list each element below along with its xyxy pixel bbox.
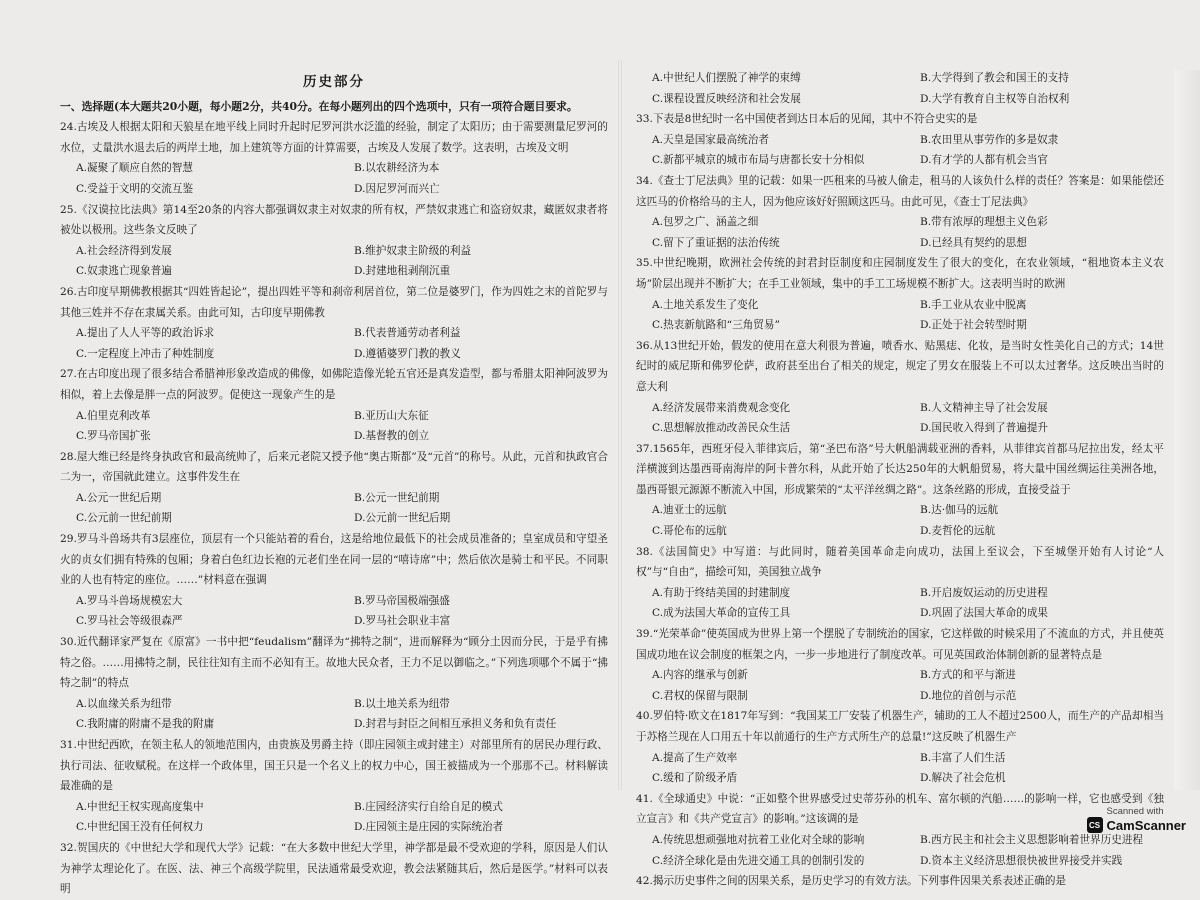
option-group xyxy=(636,665,1164,706)
answer-option: D.麦哲伦的远航 xyxy=(920,525,996,538)
answer-option: D.正处于社会转型时期 xyxy=(920,319,1027,332)
camscanner-watermark xyxy=(1087,806,1186,833)
option-group xyxy=(60,406,608,447)
watermark-brand: CamScanner xyxy=(1106,817,1186,833)
question-item xyxy=(636,624,1164,706)
question-item xyxy=(636,68,1164,109)
answer-option: C.新都平城京的城市布局与唐都长安十分相似 xyxy=(652,154,865,167)
answer-option: C.公元前一世纪前期 xyxy=(76,512,172,525)
question-item xyxy=(636,542,1164,624)
option-group xyxy=(60,591,608,632)
right-column xyxy=(636,68,1164,892)
question-stem: 32.贺国庆的《中世纪大学和现代大学》记载：“在大多数中世纪大学里，神学都是最不受欢迎的学科，原因是人们认为神学太理论化了。在医、法、神三个高级学院里，民法通常最受欢迎，教会法紧随其后，然后是医学。”材料可以表明 xyxy=(60,841,608,896)
left-column xyxy=(60,72,608,900)
left-question-list xyxy=(60,117,608,900)
question-stem: 31.中世纪西欧，在领主私人的领地范围内，由贵族及男爵主持（即庄园领主或封建主）对部里所有的居民办理行政、执行司法、征收赋税。在这样一个政体里，国王只是一个名义上的权力中心，国王被描成为一个那那不己。材料解读最准确的是 xyxy=(60,739,608,793)
question-item xyxy=(60,632,608,735)
question-stem: 33.下表是8世纪时一名中国使者到达日本后的见闻，其中不符合史实的是 xyxy=(636,113,978,126)
question-item xyxy=(636,253,1164,335)
next-page-edge xyxy=(1174,70,1200,790)
answer-option: C.罗马帝国扩张 xyxy=(76,430,151,443)
option-group xyxy=(636,583,1164,624)
question-stem: 24.古埃及人根据太阳和天狼星在地平线上同时升起时尼罗河洪水泛滥的经验，制定了太阳历；由于需要测量尼罗河的水位，丈量洪水退去后的两岸土地，加上建筑等方面的计算需要，古埃及人发展了数学。这表明，古埃及文明 xyxy=(60,121,608,154)
option-group xyxy=(636,748,1164,789)
answer-option: B.庄园经济实行自给自足的模式 xyxy=(354,800,503,813)
option-group xyxy=(60,797,608,838)
answer-option: D.有才学的人都有机会当官 xyxy=(920,154,1049,167)
answer-option: C.留下了重证据的法治传统 xyxy=(652,236,780,249)
option-group xyxy=(636,295,1164,336)
camscanner-logo-icon: CS xyxy=(1087,817,1103,833)
page-title: 历史部分 xyxy=(303,74,365,90)
question-stem: 25.《汉谟拉比法典》第14至20条的内容大都强调奴隶主对奴隶的所有权，严禁奴隶逃亡和盗窃奴隶，藏匿奴隶者将被处以极刑。这些条文反映了 xyxy=(60,203,608,237)
option-group xyxy=(636,68,1164,109)
option-group xyxy=(636,398,1164,439)
question-item xyxy=(60,200,608,282)
answer-option: B.丰富了人们生活 xyxy=(920,751,1006,764)
question-item xyxy=(636,439,1164,542)
answer-option: B.达·伽马的远航 xyxy=(920,504,999,517)
question-item xyxy=(636,789,1164,871)
answer-option: D.罗马社会职业丰富 xyxy=(354,615,451,628)
answer-option: B.以土地关系为纽带 xyxy=(354,697,450,710)
question-item xyxy=(60,838,608,900)
answer-option: B.公元一世纪前期 xyxy=(354,491,440,504)
right-question-list xyxy=(636,68,1164,892)
answer-option: C.一定程度上冲击了种姓制度 xyxy=(76,347,215,360)
answer-option: A.包罗之广、涵盖之细 xyxy=(652,216,759,229)
option-group xyxy=(60,241,608,282)
answer-option: D.解决了社会危机 xyxy=(920,772,1006,785)
question-item xyxy=(636,871,1164,892)
answer-option: C.奴隶逃亡现象普遍 xyxy=(76,265,172,278)
answer-option: B.维护奴隶主阶级的利益 xyxy=(354,244,472,257)
answer-option: B.罗马帝国极端强盛 xyxy=(354,594,450,607)
question-item xyxy=(60,447,608,529)
answer-option: B.农田里从事劳作的多是奴隶 xyxy=(920,133,1059,146)
question-item xyxy=(636,706,1164,788)
answer-option: A.提高了生产效率 xyxy=(652,751,738,764)
answer-option: D.大学有教育自主权等自治权利 xyxy=(920,92,1070,105)
question-stem: 42.揭示历史事件之间的因果关系，是历史学习的有效方法。下列事件因果关系表述正确的是 xyxy=(636,875,1067,888)
answer-option: D.因尼罗河而兴亡 xyxy=(354,182,440,195)
answer-option: A.传统思想顽强地对抗着工业化对全球的影响 xyxy=(652,833,865,846)
answer-option: B.代表普通劳动者利益 xyxy=(354,327,461,340)
answer-option: A.天皇是国家最高统治者 xyxy=(652,133,769,146)
answer-option: D.已经具有契约的思想 xyxy=(920,236,1027,249)
section-header: 一、选择题(本大题共20小题，每小题2分，共40分。在每小题列出的四个选项中，只有一项符合题目要求。 xyxy=(60,99,578,113)
answer-option: A.中世纪人们摆脱了神学的束缚 xyxy=(652,72,801,84)
question-item xyxy=(636,109,1164,171)
option-group xyxy=(636,500,1164,541)
answer-option: A.伯里克利改革 xyxy=(76,409,151,422)
answer-option: B.西方民主和社会主义思想影响着世界历史进程 xyxy=(920,833,1144,846)
answer-option: A.内容的继承与创新 xyxy=(652,669,748,682)
answer-option: B.人文精神主导了社会发展 xyxy=(920,401,1048,414)
answer-option: A.社会经济得到发展 xyxy=(76,244,172,257)
answer-option: A.中世纪王权实现高度集中 xyxy=(76,800,204,813)
option-group xyxy=(60,488,608,529)
answer-option: C.思想解放推动改善民众生活 xyxy=(652,422,791,435)
option-group xyxy=(636,212,1164,253)
answer-option: D.封君与封臣之间相互承担义务和负有责任 xyxy=(354,718,557,731)
answer-option: D.国民收入得到了普遍提升 xyxy=(920,422,1049,435)
question-stem: 35.中世纪晚期，欧洲社会传统的封君封臣制度和庄园制度发生了很大的变化，在农业领域，“租地资本主义农场”阶层出现并不断扩大；在手工业领域，集中的手工工场规模不断扩大。这表明当时的欧洲 xyxy=(636,257,1164,290)
question-stem: 30.近代翻译家严复在《原富》一书中把“feudalism”翻译为“拂特之制”，进而解释为“顾分土因而分民，于是乎有拂特之俗。……用拂特之制，民往往知有主而不必知有王。故地大民众者，王力不足以御临之。”下列选项哪个不属于“拂特之制”的特点 xyxy=(60,636,608,690)
answer-option: C.成为法国大革命的宣传工具 xyxy=(652,607,791,620)
answer-option: B.亚历山大东征 xyxy=(354,409,429,422)
answer-option: A.罗马斗兽场规模宏大 xyxy=(76,594,183,607)
question-stem: 39.“光荣革命”使英国成为世界上第一个摆脱了专制统治的国家，它这样做的时候采用了不流血的方式，并且使英国成功地在议会制度的框架之内，一步一步地进行了制度改革。可见英国政治体制创新的显著特点是 xyxy=(636,628,1164,661)
answer-option: B.手工业从农业中脱离 xyxy=(920,298,1027,311)
question-stem: 29.罗马斗兽场共有3层座位，顶层有一个只能站着的看台，这是给地位最低下的社会成员准备的；皇室成员和守望圣火的贞女们拥有特殊的包厢；身着白色红边长袍的元老们坐在同一层的“嘻诗席”中；然后依次是骑士和平民。不同职业的人也有特定的座位。……”材料意在强调 xyxy=(60,533,608,587)
answer-option: A.经济发展带来消费观念变化 xyxy=(652,401,791,414)
answer-option: C.经济全球化是由先进交通工具的创制引发的 xyxy=(652,854,865,867)
question-item xyxy=(60,117,608,199)
option-group xyxy=(636,130,1164,171)
option-group xyxy=(60,694,608,735)
option-group xyxy=(60,323,608,364)
question-item xyxy=(60,735,608,838)
answer-option: A.有助于终结美国的封建制度 xyxy=(652,586,791,599)
question-stem: 34.《查士丁尼法典》里的记载：如果一匹租来的马被人偷走，租马的人该负什么样的责任？答案是：如果能偿还这匹马的价格给马的主人，因为他应该好好照顾这匹马。由此可见，《查士丁尼法典》 xyxy=(636,174,1164,208)
question-stem: 38.《法国简史》中写道：与此同时，随着美国革命走向成功，法国上至议会，下至城堡开始有人讨论“人权”与“自由”，描绘可知，美国独立战争 xyxy=(636,545,1164,579)
answer-option: A.公元一世纪后期 xyxy=(76,491,162,504)
answer-option: C.课程设置反映经济和社会发展 xyxy=(652,92,801,105)
question-item xyxy=(636,171,1164,253)
answer-option: A.土地关系发生了变化 xyxy=(652,298,759,311)
answer-option: B.开启废奴运动的历史进程 xyxy=(920,586,1048,599)
question-stem: 40.罗伯特·欧文在1817年写到：“我国某工厂安装了机器生产，辅助的工人不超过2500人，而生产的产品却相当于苏格兰现在人口用五十年以前通行的生产方式所生产的总量!”这反映了机器生产 xyxy=(636,710,1164,743)
answer-option: D.地位的首创与示范 xyxy=(920,689,1017,702)
answer-option: A.迪亚士的远航 xyxy=(652,504,727,517)
answer-option: D.资本主义经济思想很快被世界接受并实践 xyxy=(920,854,1123,867)
answer-option: C.君权的保留与限制 xyxy=(652,689,748,702)
question-stem: 27.在古印度出现了很多结合希腊神形象改造成的佛像，如佛陀造像光轮五官还是真发造型，都与希腊太阳神阿波罗为相似，着上去像是胖一点的阿波罗。促使这一现象产生的是 xyxy=(60,368,608,401)
answer-option: C.中世纪国王没有任何权力 xyxy=(76,821,204,834)
answer-option: D.基督教的创立 xyxy=(354,430,430,443)
answer-option: D.巩固了法国大革命的成果 xyxy=(920,607,1049,620)
answer-option: D.遵循婆罗门教的教义 xyxy=(354,347,461,360)
answer-option: A.提出了人人平等的政治诉求 xyxy=(76,327,215,340)
page-fold xyxy=(618,60,622,790)
answer-option: C.缓和了阶级矛盾 xyxy=(652,772,738,785)
answer-option: D.封建地租剥削沉重 xyxy=(354,265,451,278)
answer-option: D.公元前一世纪后期 xyxy=(354,512,451,525)
answer-option: B.大学得到了教会和国王的支持 xyxy=(920,72,1069,84)
answer-option: A.以血缘关系为纽带 xyxy=(76,697,172,710)
question-stem: 28.屋大维已经是终身执政官和最高统帅了，后来元老院又授予他“奥古斯都”及“元首”的称号。从此，元首和执政官合二为一，帝国就此建立。这事件发生在 xyxy=(60,450,608,484)
answer-option: C.哥伦布的远航 xyxy=(652,525,727,538)
option-group xyxy=(636,830,1164,871)
question-item xyxy=(60,282,608,364)
question-stem: 36.从13世纪开始，假发的使用在意大利很为普遍，喷香水、贴黑痣、化妆，是当时女性美化自己的方式；14世纪时的威尼斯和佛罗伦萨，政府甚至出台了相关的规定，规定了男女在服装上不可以太过奢华。这反映出当时的意大利 xyxy=(636,339,1164,393)
answer-option: D.庄园领主是庄园的实际统治者 xyxy=(354,821,504,834)
question-item xyxy=(636,336,1164,439)
answer-option: B.以农耕经济为本 xyxy=(354,162,440,175)
answer-option: C.热衷新航路和“三角贸易” xyxy=(652,319,780,332)
watermark-caption: Scanned with xyxy=(1106,806,1164,817)
question-stem: 26.古印度早期佛教根据其“四姓皆起论”，提出四姓平等和刹帝利居首位，第二位是婆罗门，作为四姓之末的首陀罗与其他三姓并不存在隶属关系。由此可知，古印度早期佛教 xyxy=(60,285,608,319)
answer-option: C.我附庸的附庸不是我的附庸 xyxy=(76,718,215,731)
question-stem: 37.1565年，西班牙侵入菲律宾后，第“圣巴布洛”号大帆船满载亚洲的香料，从菲律宾首都马尼拉出发，经太平洋横渡到达墨西哥南海岸的阿卡普尔科，从此开始了长达250年的大帆船贸易，将大量中国丝绸运往美洲各地，墨西哥银元源源不断流入中国，形成繁荣的“太平洋丝绸之路”。这条丝路的形成，直接受益于 xyxy=(636,442,1164,496)
answer-option: B.方式的和平与渐进 xyxy=(920,669,1016,682)
answer-option: C.受益于文明的交流互鉴 xyxy=(76,182,194,195)
question-item xyxy=(60,364,608,446)
option-group xyxy=(60,158,608,199)
answer-option: C.罗马社会等级很森严 xyxy=(76,615,183,628)
answer-option: A.凝聚了顺应自然的智慧 xyxy=(76,162,193,175)
question-stem: 41.《全球通史》中说：“正如整个世界感受过史蒂芬孙的机车、富尔顿的汽船……的影响一样，它也感受到《独立宣言》和《共产党宣言》的影响。”这该调的是 xyxy=(636,792,1164,826)
answer-option: B.带有浓厚的理想主义色彩 xyxy=(920,216,1048,229)
question-item xyxy=(60,529,608,632)
